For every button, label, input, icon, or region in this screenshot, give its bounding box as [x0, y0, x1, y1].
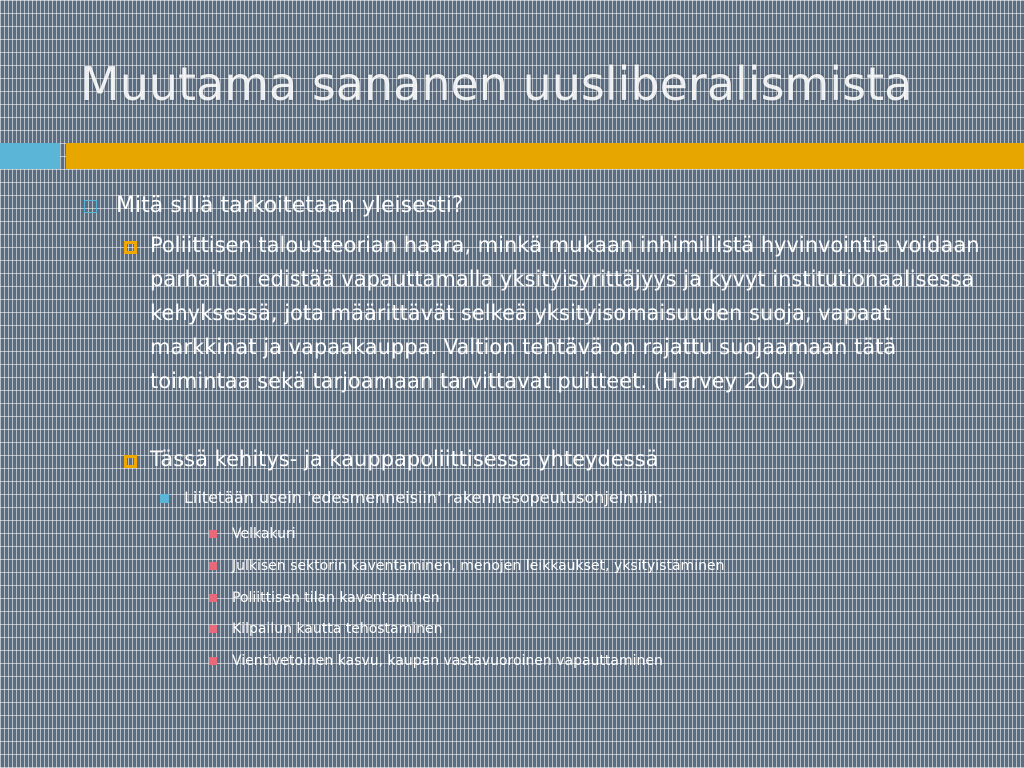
bullet-marker-level2: [124, 455, 137, 468]
list-item-measure: Velkakuri: [232, 526, 296, 542]
bullet-marker-level1: [84, 200, 97, 213]
bullet-marker-level4: [209, 657, 217, 665]
bullet-marker-level4: [209, 530, 217, 538]
list-item-measure: Kilpailun kautta tehostaminen: [232, 621, 443, 637]
bullet-linked-programs: Liitetään usein 'edesmenneisiin' rakennesopeutusohjelmiin:: [184, 488, 664, 507]
list-item-measure: Julkisen sektorin kaventaminen, menojen leikkaukset, yksityistäminen: [232, 558, 725, 574]
bullet-marker-level2: [124, 241, 137, 254]
bullet-context: Tässä kehitys- ja kauppapoliittisessa yhteydessä: [150, 447, 659, 471]
bullet-marker-level4: [209, 625, 217, 633]
bullet-marker-level4: [209, 594, 217, 602]
slide-title: Muutama sananen uusliberalismista: [80, 57, 913, 111]
list-item-measure: Poliittisen tilan kaventaminen: [232, 590, 440, 606]
bullet-marker-level4: [209, 562, 217, 570]
bullet-level1-question: Mitä sillä tarkoitetaan yleisesti?: [116, 193, 464, 218]
list-item-measure: Vientivetoinen kasvu, kaupan vastavuoroinen vapauttaminen: [232, 653, 663, 669]
bullet-marker-level3: [160, 494, 169, 503]
bullet-definition: Poliittisen talousteorian haara, minkä mukaan inhimillistä hyvinvointia voidaan parhaiten edistää vapauttamalla yksityisyrittäjyys ja kyvyt institutionaalisessa kehyksessä, jota määrittävät selkeä yksityisomaisuuden suoja, vapaat markkinat ja vapaakauppa. Valtion tehtävä on rajattu suojaamaan tätä toimintaa sekä tarjoamaan tarvittavat puitteet. (Harvey 2005): [150, 233, 980, 393]
